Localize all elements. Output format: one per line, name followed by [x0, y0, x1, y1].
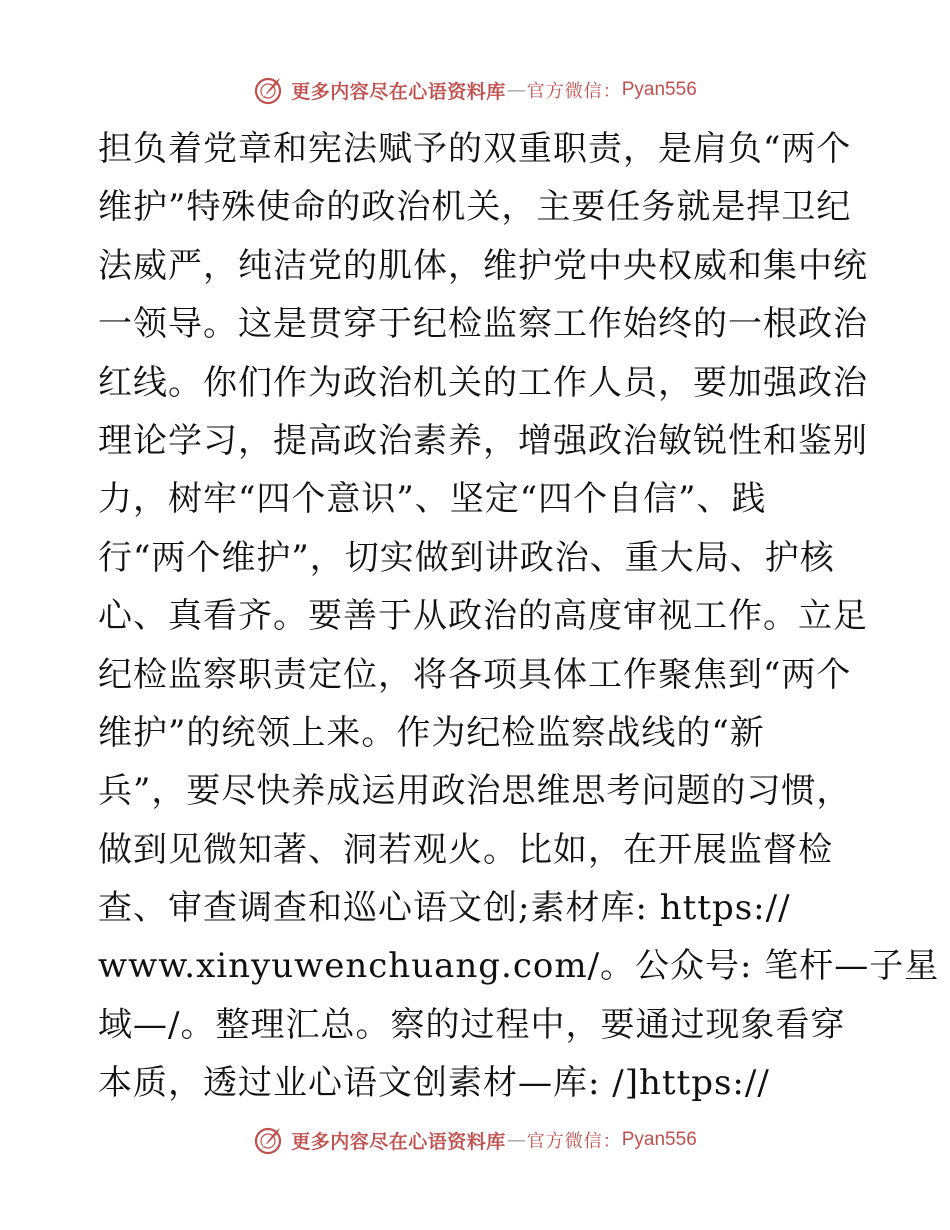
document-body [98, 120, 940, 1113]
footer-promo-text: 更多内容尽在心语资料库 [291, 1130, 506, 1153]
body-line: 本质，透过业心语文创素材—库: /]https:// [98, 1063, 770, 1104]
body-line: 力，树牢“四个意识”、坚定“四个自信”、践 [98, 479, 767, 520]
body-line: 心、真看齐。要善于从政治的高度审视工作。立足 [98, 596, 868, 637]
body-line: 理论学习，提高政治素养，增强政治敏锐性和鉴别 [98, 420, 868, 461]
quill-logo-icon [253, 74, 285, 106]
body-line: 兵”，要尽快养成运用政治思维思考问题的习惯， [98, 771, 852, 812]
header-wechat-label: 官方微信： [526, 81, 622, 102]
body-line: 维护”特殊使命的政治机关，主要任务就是捍卫纪 [98, 187, 852, 228]
quill-logo-icon [253, 1124, 285, 1156]
body-line: 域—/。整理汇总。察的过程中，要通过现象看穿 [98, 1004, 846, 1045]
header-banner [0, 70, 950, 110]
header-wechat-id: Pyan556 [621, 79, 697, 100]
header-promo-text: 更多内容尽在心语资料库 [291, 80, 506, 103]
footer-banner [0, 1120, 950, 1160]
body-line: 纪检监察职责定位，将各项具体工作聚焦到“两个 [98, 654, 852, 695]
body-line: 查、审查调查和巡心语文创;素材库: https:// [98, 888, 791, 929]
header-dash: — [506, 79, 526, 101]
body-line: 担负着党章和宪法赋予的双重职责，是肩负“两个 [98, 129, 852, 169]
footer-wechat-label: 官方微信： [526, 1131, 622, 1152]
body-line: 做到见微知著、洞若观火。比如，在开展监督检 [98, 829, 833, 870]
body-line: 一领导。这是贯穿于纪检监察工作始终的一根政治 [98, 304, 868, 345]
body-line: 法威严，纯洁党的肌体，维护党中央权威和集中统 [98, 245, 868, 286]
footer-dash: — [506, 1129, 526, 1151]
body-line: 行“两个维护”，切实做到讲政治、重大局、护核 [98, 537, 835, 578]
body-line: 红线。你们作为政治机关的工作人员，要加强政治 [98, 362, 868, 403]
body-line: www.xinyuwenchuang.com/。公众号: 笔杆—子星 [98, 946, 940, 987]
body-line: 维护”的统领上来。作为纪检监察战线的“新 [98, 712, 765, 753]
footer-wechat-id: Pyan556 [621, 1129, 697, 1150]
